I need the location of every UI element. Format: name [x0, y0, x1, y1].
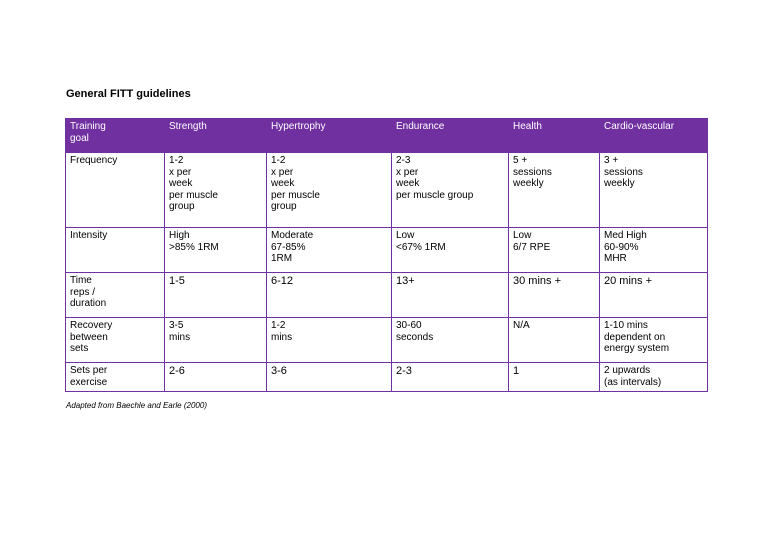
table-cell: 1	[509, 363, 600, 392]
row-label-intensity: Intensity	[66, 228, 165, 273]
row-label-recovery: Recovery between sets	[66, 318, 165, 363]
table-cell: 5 + sessions weekly	[509, 153, 600, 228]
table-row	[66, 153, 708, 228]
row-label-time: Time reps / duration	[66, 273, 165, 318]
table-row	[66, 318, 708, 363]
table-cell: Low 6/7 RPE	[509, 228, 600, 273]
table-cell: 13+	[392, 273, 509, 318]
table-cell: 1-2 x per week per muscle group	[165, 153, 267, 228]
table-cell: 1-2 mins	[267, 318, 392, 363]
header-training-goal: Training goal	[66, 119, 165, 153]
page-title: General FITT guidelines	[66, 88, 191, 100]
table-cell: 20 mins +	[600, 273, 708, 318]
header-endurance: Endurance	[392, 119, 509, 153]
table-header-row	[66, 119, 708, 153]
table-cell: Moderate 67-85% 1RM	[267, 228, 392, 273]
header-cardio-vascular: Cardio-vascular	[600, 119, 708, 153]
table-cell: 1-10 mins dependent on energy system	[600, 318, 708, 363]
header-health: Health	[509, 119, 600, 153]
table-cell: 3-6	[267, 363, 392, 392]
source-caption: Adapted from Baechle and Earle (2000)	[66, 401, 207, 410]
table-row	[66, 363, 708, 392]
table-cell: 6-12	[267, 273, 392, 318]
table-cell: 2-3 x per week per muscle group	[392, 153, 509, 228]
header-hypertrophy: Hypertrophy	[267, 119, 392, 153]
table-cell: 30-60 seconds	[392, 318, 509, 363]
fitt-guidelines-table	[65, 118, 708, 392]
table-cell: 1-5	[165, 273, 267, 318]
table-cell: Med High 60-90% MHR	[600, 228, 708, 273]
header-strength: Strength	[165, 119, 267, 153]
table-cell: N/A	[509, 318, 600, 363]
table-cell: 1-2 x per week per muscle group	[267, 153, 392, 228]
table-cell: 2 upwards (as intervals)	[600, 363, 708, 392]
table-cell: 3 + sessions weekly	[600, 153, 708, 228]
table-cell: High >85% 1RM	[165, 228, 267, 273]
table-cell: 2-3	[392, 363, 509, 392]
table-cell: Low <67% 1RM	[392, 228, 509, 273]
table-row	[66, 228, 708, 273]
table-cell: 30 mins +	[509, 273, 600, 318]
row-label-sets: Sets per exercise	[66, 363, 165, 392]
table-row	[66, 273, 708, 318]
table-cell: 3-5 mins	[165, 318, 267, 363]
row-label-frequency: Frequency	[66, 153, 165, 228]
table-cell: 2-6	[165, 363, 267, 392]
